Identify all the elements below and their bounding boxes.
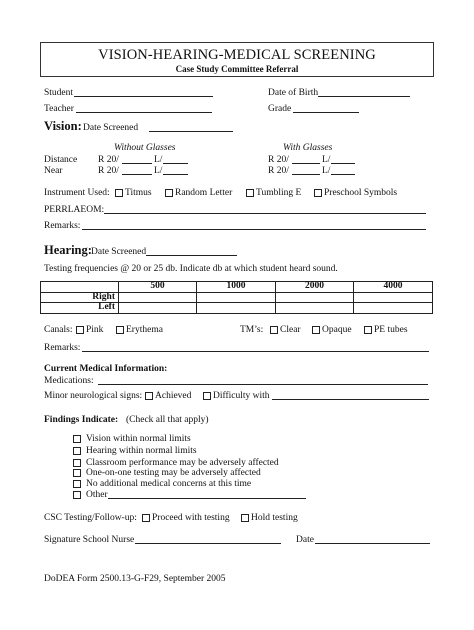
titmus-checkbox[interactable] — [115, 189, 123, 197]
finding-checkbox[interactable] — [73, 459, 81, 467]
difficulty-field[interactable] — [272, 399, 429, 400]
achieved-label: Achieved — [155, 391, 192, 401]
finding-checkbox[interactable] — [73, 447, 81, 455]
finding-item: No additional medical concerns at this time — [86, 479, 252, 489]
findings-heading: Findings Indicate: — [44, 415, 119, 425]
pink-checkbox[interactable] — [76, 326, 84, 334]
dob-field[interactable] — [318, 96, 410, 97]
grade-field[interactable] — [293, 112, 359, 113]
student-label: Student — [44, 88, 74, 98]
near-wo-l-field[interactable] — [163, 174, 188, 175]
instrument-label: Instrument Used: — [44, 188, 110, 198]
proceed-label: Proceed with testing — [152, 513, 230, 523]
teacher-field[interactable] — [76, 112, 212, 113]
tms-label: TM’s: — [240, 325, 264, 335]
hearing-col-header: 1000 — [197, 282, 276, 293]
preschool-symbols-checkbox[interactable] — [314, 189, 322, 197]
right-4000-cell[interactable] — [354, 292, 433, 303]
finding-checkbox[interactable] — [73, 491, 81, 499]
tumbling-e-checkbox[interactable] — [246, 189, 254, 197]
near-w-l-field[interactable] — [331, 174, 355, 175]
left-4000-cell[interactable] — [354, 303, 433, 314]
signature-date-label: Date — [296, 535, 314, 545]
hearing-col-header: 500 — [119, 282, 197, 293]
signature-label: Signature School Nurse — [44, 535, 135, 545]
perrlaeom-label: PERRLAEOM: — [44, 205, 105, 215]
finding-item: Classroom performance may be adversely affected — [86, 458, 279, 468]
finding-item: Vision within normal limits — [86, 434, 191, 444]
tumbling-e-label: Tumbling E — [256, 188, 302, 198]
distance-wo-l-label: L/ — [154, 155, 163, 165]
canals-label: Canals: — [44, 325, 73, 335]
vision-heading: Vision: — [44, 119, 82, 133]
dob-label: Date of Birth — [268, 88, 319, 98]
opaque-checkbox[interactable] — [312, 326, 320, 334]
vision-remarks-field[interactable] — [82, 229, 426, 230]
distance-wo-r-label: R 20/ — [98, 155, 119, 165]
difficulty-label: Difficulty with — [213, 391, 270, 401]
other-field[interactable] — [108, 498, 306, 499]
clear-checkbox[interactable] — [270, 326, 278, 334]
distance-w-r-field[interactable] — [292, 163, 320, 164]
distance-wo-r-field[interactable] — [122, 163, 152, 164]
pink-label: Pink — [86, 325, 104, 335]
preschool-symbols-label: Preschool Symbols — [324, 188, 398, 198]
proceed-checkbox[interactable] — [142, 514, 150, 522]
hearing-instructions: Testing frequencies @ 20 or 25 db. Indicate db at which student heard sound. — [44, 264, 338, 274]
distance-w-r-label: R 20/ — [268, 155, 289, 165]
hearing-date-field[interactable] — [146, 255, 237, 256]
table-row — [41, 292, 433, 303]
finding-checkbox[interactable] — [73, 435, 81, 443]
left-2000-cell[interactable] — [276, 303, 354, 314]
random-letter-checkbox[interactable] — [165, 189, 173, 197]
pe-tubes-checkbox[interactable] — [364, 326, 372, 334]
hold-checkbox[interactable] — [241, 514, 249, 522]
opaque-label: Opaque — [322, 325, 352, 335]
hearing-col-header: 4000 — [354, 282, 433, 293]
csc-label: CSC Testing/Follow-up: — [44, 513, 137, 523]
medications-label: Medications: — [44, 376, 94, 386]
hearing-col-header — [41, 282, 119, 293]
near-label: Near — [44, 166, 63, 176]
near-w-r-field[interactable] — [292, 174, 320, 175]
grade-label: Grade — [268, 104, 292, 114]
distance-wo-l-field[interactable] — [163, 163, 188, 164]
form-subtitle: Case Study Committee Referral — [175, 64, 299, 74]
erythema-checkbox[interactable] — [116, 326, 124, 334]
hearing-remarks-label: Remarks: — [44, 343, 81, 353]
hearing-remarks-field[interactable] — [82, 351, 429, 352]
erythema-label: Erythema — [126, 325, 163, 335]
near-w-l-label: L/ — [322, 166, 331, 176]
distance-label: Distance — [44, 155, 78, 165]
vision-remarks-label: Remarks: — [44, 221, 81, 231]
right-ear-label: Right — [41, 292, 119, 303]
left-1000-cell[interactable] — [197, 303, 276, 314]
vision-date-label: Date Screened — [83, 123, 139, 133]
hearing-col-header: 2000 — [276, 282, 354, 293]
near-wo-r-field[interactable] — [122, 174, 152, 175]
finding-item: Hearing within normal limits — [86, 446, 197, 456]
vision-date-field[interactable] — [149, 131, 233, 132]
left-500-cell[interactable] — [119, 303, 197, 314]
hearing-table-header — [41, 282, 433, 293]
findings-note: (Check all that apply) — [126, 415, 209, 425]
hearing-heading: Hearing: — [44, 243, 92, 257]
minor-neuro-label: Minor neurological signs: — [44, 391, 143, 401]
distance-w-l-field[interactable] — [331, 163, 355, 164]
without-glasses-label: Without Glasses — [114, 143, 176, 153]
right-1000-cell[interactable] — [197, 292, 276, 303]
finding-item: Other — [86, 490, 108, 500]
pe-tubes-label: PE tubes — [374, 325, 408, 335]
hold-label: Hold testing — [251, 513, 298, 523]
finding-checkbox[interactable] — [73, 480, 81, 488]
hearing-date-label: Date Screened — [91, 247, 147, 257]
difficulty-checkbox[interactable] — [203, 392, 211, 400]
form-id: DoDEA Form 2500.13-G-F29, September 2005 — [44, 574, 226, 584]
left-ear-label: Left — [41, 303, 119, 314]
hearing-table — [40, 281, 433, 314]
titmus-label: Titmus — [125, 188, 152, 198]
form-header — [40, 42, 434, 77]
right-500-cell[interactable] — [119, 292, 197, 303]
with-glasses-label: With Glasses — [283, 143, 333, 153]
teacher-label: Teacher — [44, 104, 74, 114]
table-row — [41, 303, 433, 314]
clear-label: Clear — [280, 325, 301, 335]
form-title: VISION-HEARING-MEDICAL SCREENING — [98, 47, 376, 63]
finding-checkbox[interactable] — [73, 469, 81, 477]
near-wo-r-label: R 20/ — [98, 166, 119, 176]
near-wo-l-label: L/ — [154, 166, 163, 176]
medications-field[interactable] — [98, 384, 428, 385]
near-w-r-label: R 20/ — [268, 166, 289, 176]
right-2000-cell[interactable] — [276, 292, 354, 303]
perrlaeom-field[interactable] — [104, 213, 426, 214]
medical-heading: Current Medical Information: — [44, 364, 168, 374]
student-field[interactable] — [74, 96, 213, 97]
random-letter-label: Random Letter — [175, 188, 233, 198]
distance-w-l-label: L/ — [322, 155, 331, 165]
achieved-checkbox[interactable] — [145, 392, 153, 400]
signature-field[interactable] — [135, 543, 281, 544]
signature-date-field[interactable] — [315, 543, 430, 544]
finding-item: One-on-one testing may be adversely affected — [86, 468, 261, 478]
